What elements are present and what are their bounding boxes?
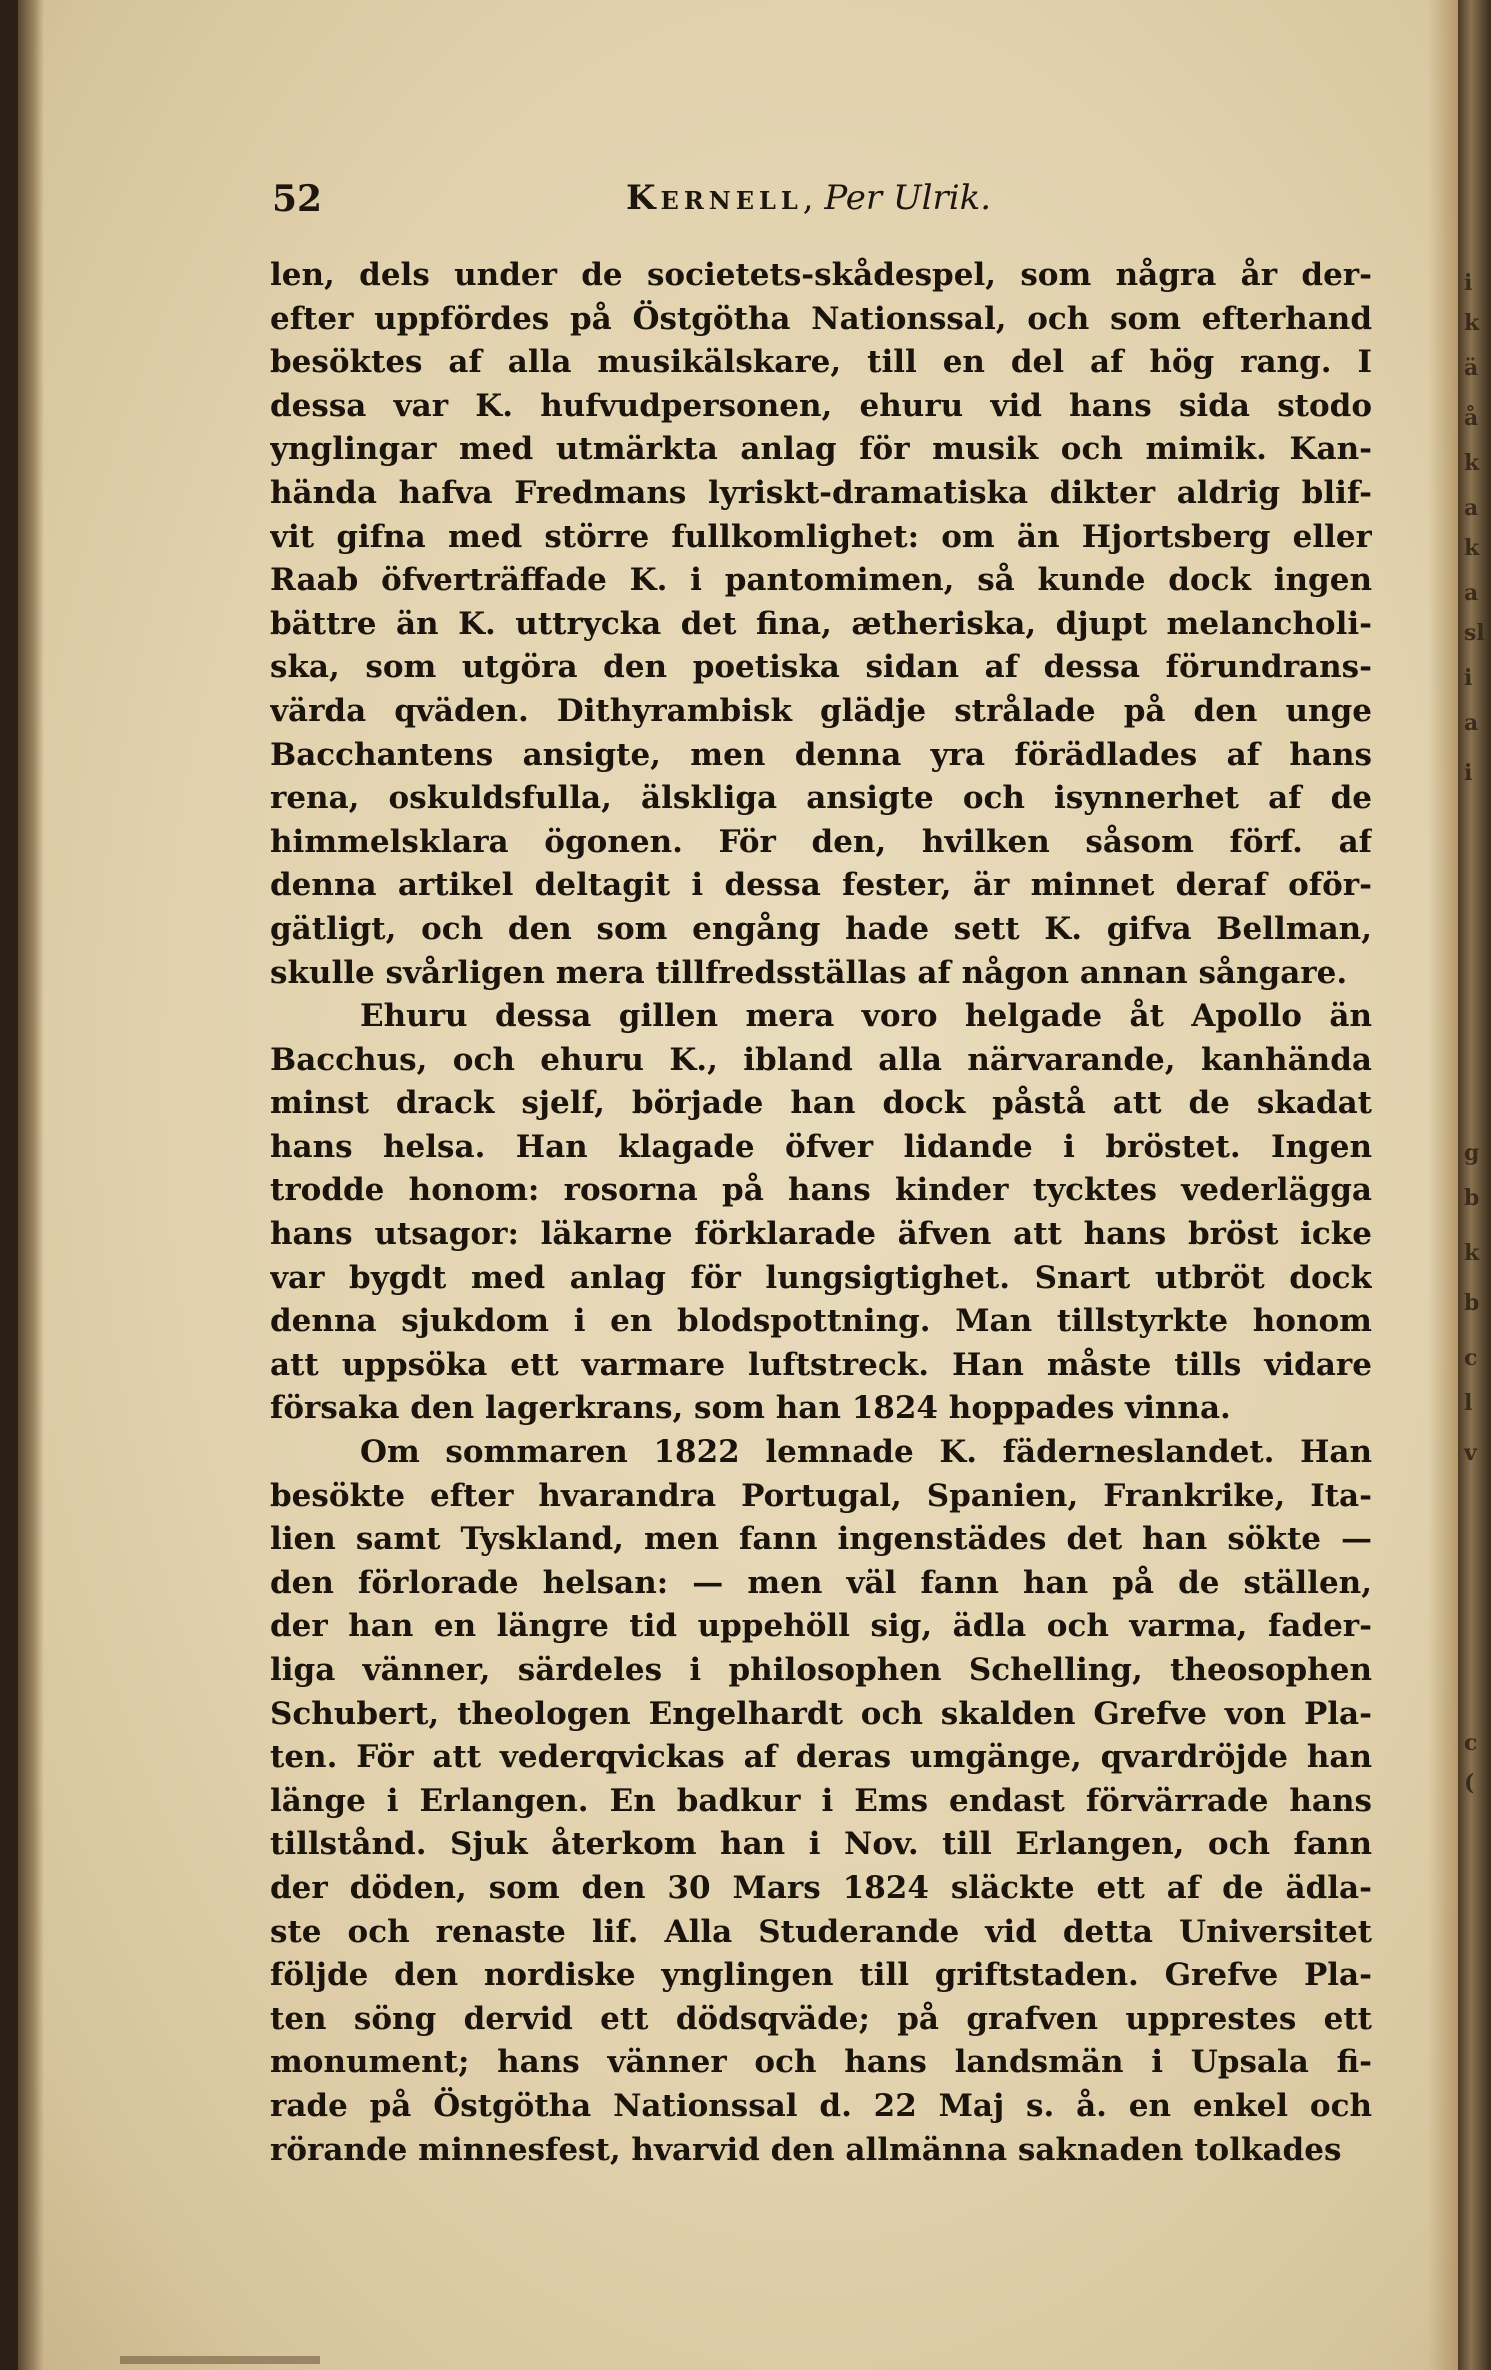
text-line: hända hafva Fredmans lyriskt-dramatiska dikter aldrig blif-	[270, 474, 1372, 511]
facing-page-fragment: a	[1464, 495, 1479, 521]
body-text	[270, 254, 1372, 2172]
text-line: efter uppfördes på Östgötha Nationssal, och som efterhand	[270, 300, 1372, 337]
text-line: rena, oskuldsfulla, älskliga ansigte och isynnerhet af de	[270, 780, 1372, 817]
text-line: rade på Östgötha Nationssal d. 22 Maj s. å. en enkel och	[270, 2087, 1372, 2124]
running-head	[626, 178, 991, 218]
book-page	[18, 0, 1458, 2370]
page-header	[250, 178, 1400, 228]
facing-page-fragment: i	[1464, 270, 1473, 296]
text-line: ten söng dervid ett dödsqväde; på grafven upprestes ett	[270, 2000, 1372, 2037]
text-line: minst drack sjelf, började han dock påstå att de skadat	[270, 1085, 1372, 1122]
facing-page-fragment: sl	[1464, 620, 1485, 646]
page-number: 52	[272, 178, 323, 220]
facing-page-fragment: ä	[1464, 355, 1479, 381]
facing-page-fragment: a	[1464, 710, 1479, 736]
facing-page-fragment: c	[1464, 1345, 1478, 1371]
text-line: att uppsöka ett varmare luftstreck. Han måste tills vidare	[270, 1346, 1372, 1383]
text-line: skulle svårligen mera tillfredsställas af någon annan sångare.	[270, 954, 1348, 991]
running-head-separator: ,	[802, 178, 814, 218]
text-line: var bygdt med anlag för lungsigtighet. Snart utbröt dock	[270, 1259, 1372, 1296]
text-line: himmelsklara ögonen. För den, hvilken såsom förf. af	[270, 823, 1372, 860]
text-line: ynglingar med utmärkta anlag för musik och mimik. Kan-	[270, 431, 1372, 468]
text-line: liga vänner, särdeles i philosophen Schelling, theosophen	[270, 1652, 1372, 1688]
text-line: bättre än K. uttrycka det fina, ætheriska, djupt melancholi-	[270, 605, 1372, 642]
text-line: Bacchus, och ehuru K., ibland alla närvarande, kanhända	[270, 1041, 1372, 1078]
text-line: gätligt, och den som engång hade sett K. gifva Bellman,	[270, 910, 1372, 947]
text-line: monument; hans vänner och hans landsmän i Upsala fi-	[270, 2044, 1372, 2081]
facing-page-fragment: b	[1464, 1185, 1480, 1211]
text-line: len, dels under de societets-skådespel, som några år der-	[270, 257, 1372, 293]
text-line: besöktes af alla musikälskare, till en del af hög rang. I	[270, 344, 1372, 381]
facing-page-fragment: b	[1464, 1290, 1480, 1316]
facing-page-fragment: k	[1464, 310, 1480, 336]
facing-page-fragment: i	[1464, 665, 1473, 691]
facing-page-fragment: i	[1464, 760, 1473, 786]
page-gutter-shadow	[18, 0, 44, 2370]
text-line: besökte efter hvarandra Portugal, Spanien, Frankrike, Ita-	[270, 1477, 1372, 1514]
text-line: Raab öfverträffade K. i pantomimen, så kunde dock ingen	[270, 562, 1372, 599]
text-line: tillstånd. Sjuk återkom han i Nov. till Erlangen, och fann	[270, 1826, 1372, 1863]
text-line: vit gifna med större fullkomlighet: om än Hjortsberg eller	[270, 518, 1372, 555]
text-line: Ehuru dessa gillen mera voro helgade åt Apollo än	[360, 998, 1372, 1035]
page-bottom-mark	[120, 2356, 320, 2364]
facing-page-fragment: k	[1464, 450, 1480, 476]
text-line: ten. För att vederqvickas af deras umgänge, qvardröjde han	[270, 1739, 1372, 1776]
facing-page-fragment: c	[1464, 1730, 1478, 1756]
text-line: der han en längre tid uppehöll sig, ädla och varma, fader-	[270, 1608, 1372, 1645]
text-line: följde den nordiske ynglingen till griftstaden. Grefve Pla-	[270, 1957, 1372, 1994]
text-line: Schubert, theologen Engelhardt och skalden Grefve von Pla-	[270, 1695, 1372, 1732]
facing-page-fragment: l	[1464, 1390, 1473, 1416]
facing-page-fragment: k	[1464, 535, 1480, 561]
facing-page-fragment: a	[1464, 580, 1479, 606]
facing-page-fragment: (	[1464, 1770, 1475, 1796]
text-line: Om sommaren 1822 lemnade K. fäderneslandet. Han	[360, 1434, 1372, 1471]
text-line: försaka den lagerkrans, som han 1824 hoppades vinna.	[270, 1390, 1231, 1427]
text-line: trodde honom: rosorna på hans kinder tycktes vederlägga	[270, 1172, 1372, 1209]
running-head-given-name: Per Ulrik.	[824, 178, 992, 218]
text-line: lien samt Tyskland, men fann ingenstädes det han sökte —	[270, 1521, 1372, 1558]
facing-page-edge	[1458, 0, 1491, 2370]
running-head-surname: Kernell	[626, 178, 803, 218]
text-line: der döden, som den 30 Mars 1824 släckte ett af de ädla-	[270, 1869, 1372, 1906]
text-line: Bacchantens ansigte, men denna yra förädlades af hans	[270, 736, 1372, 773]
text-line: rörande minnesfest, hvarvid den allmänna saknaden tolkades	[270, 2131, 1342, 2168]
text-line: denna artikel deltagit i dessa fester, är minnet deraf oför-	[270, 867, 1372, 904]
facing-page-fragment: g	[1464, 1140, 1480, 1166]
facing-page-fragment: v	[1464, 1440, 1477, 1466]
text-line: den förlorade helsan: — men väl fann han på de ställen,	[270, 1564, 1372, 1601]
text-line: värda qväden. Dithyrambisk glädje strålade på den unge	[270, 692, 1372, 729]
text-line: denna sjukdom i en blodspottning. Man tillstyrkte honom	[270, 1303, 1372, 1340]
facing-page-fragment: k	[1464, 1240, 1480, 1266]
text-line: hans helsa. Han klagade öfver lidande i bröstet. Ingen	[270, 1128, 1372, 1165]
facing-page-fragment: å	[1464, 405, 1479, 431]
text-line: hans utsagor: läkarne förklarade äfven att hans bröst icke	[270, 1216, 1372, 1253]
text-line: ste och renaste lif. Alla Studerande vid detta Universitet	[270, 1913, 1372, 1950]
text-line: dessa var K. hufvudpersonen, ehuru vid hans sida stodo	[270, 387, 1372, 424]
page-edge-shadow	[1428, 0, 1458, 2370]
text-line: ska, som utgöra den poetiska sidan af dessa förundrans-	[270, 649, 1372, 686]
text-line: länge i Erlangen. En badkur i Ems endast förvärrade hans	[270, 1782, 1372, 1819]
